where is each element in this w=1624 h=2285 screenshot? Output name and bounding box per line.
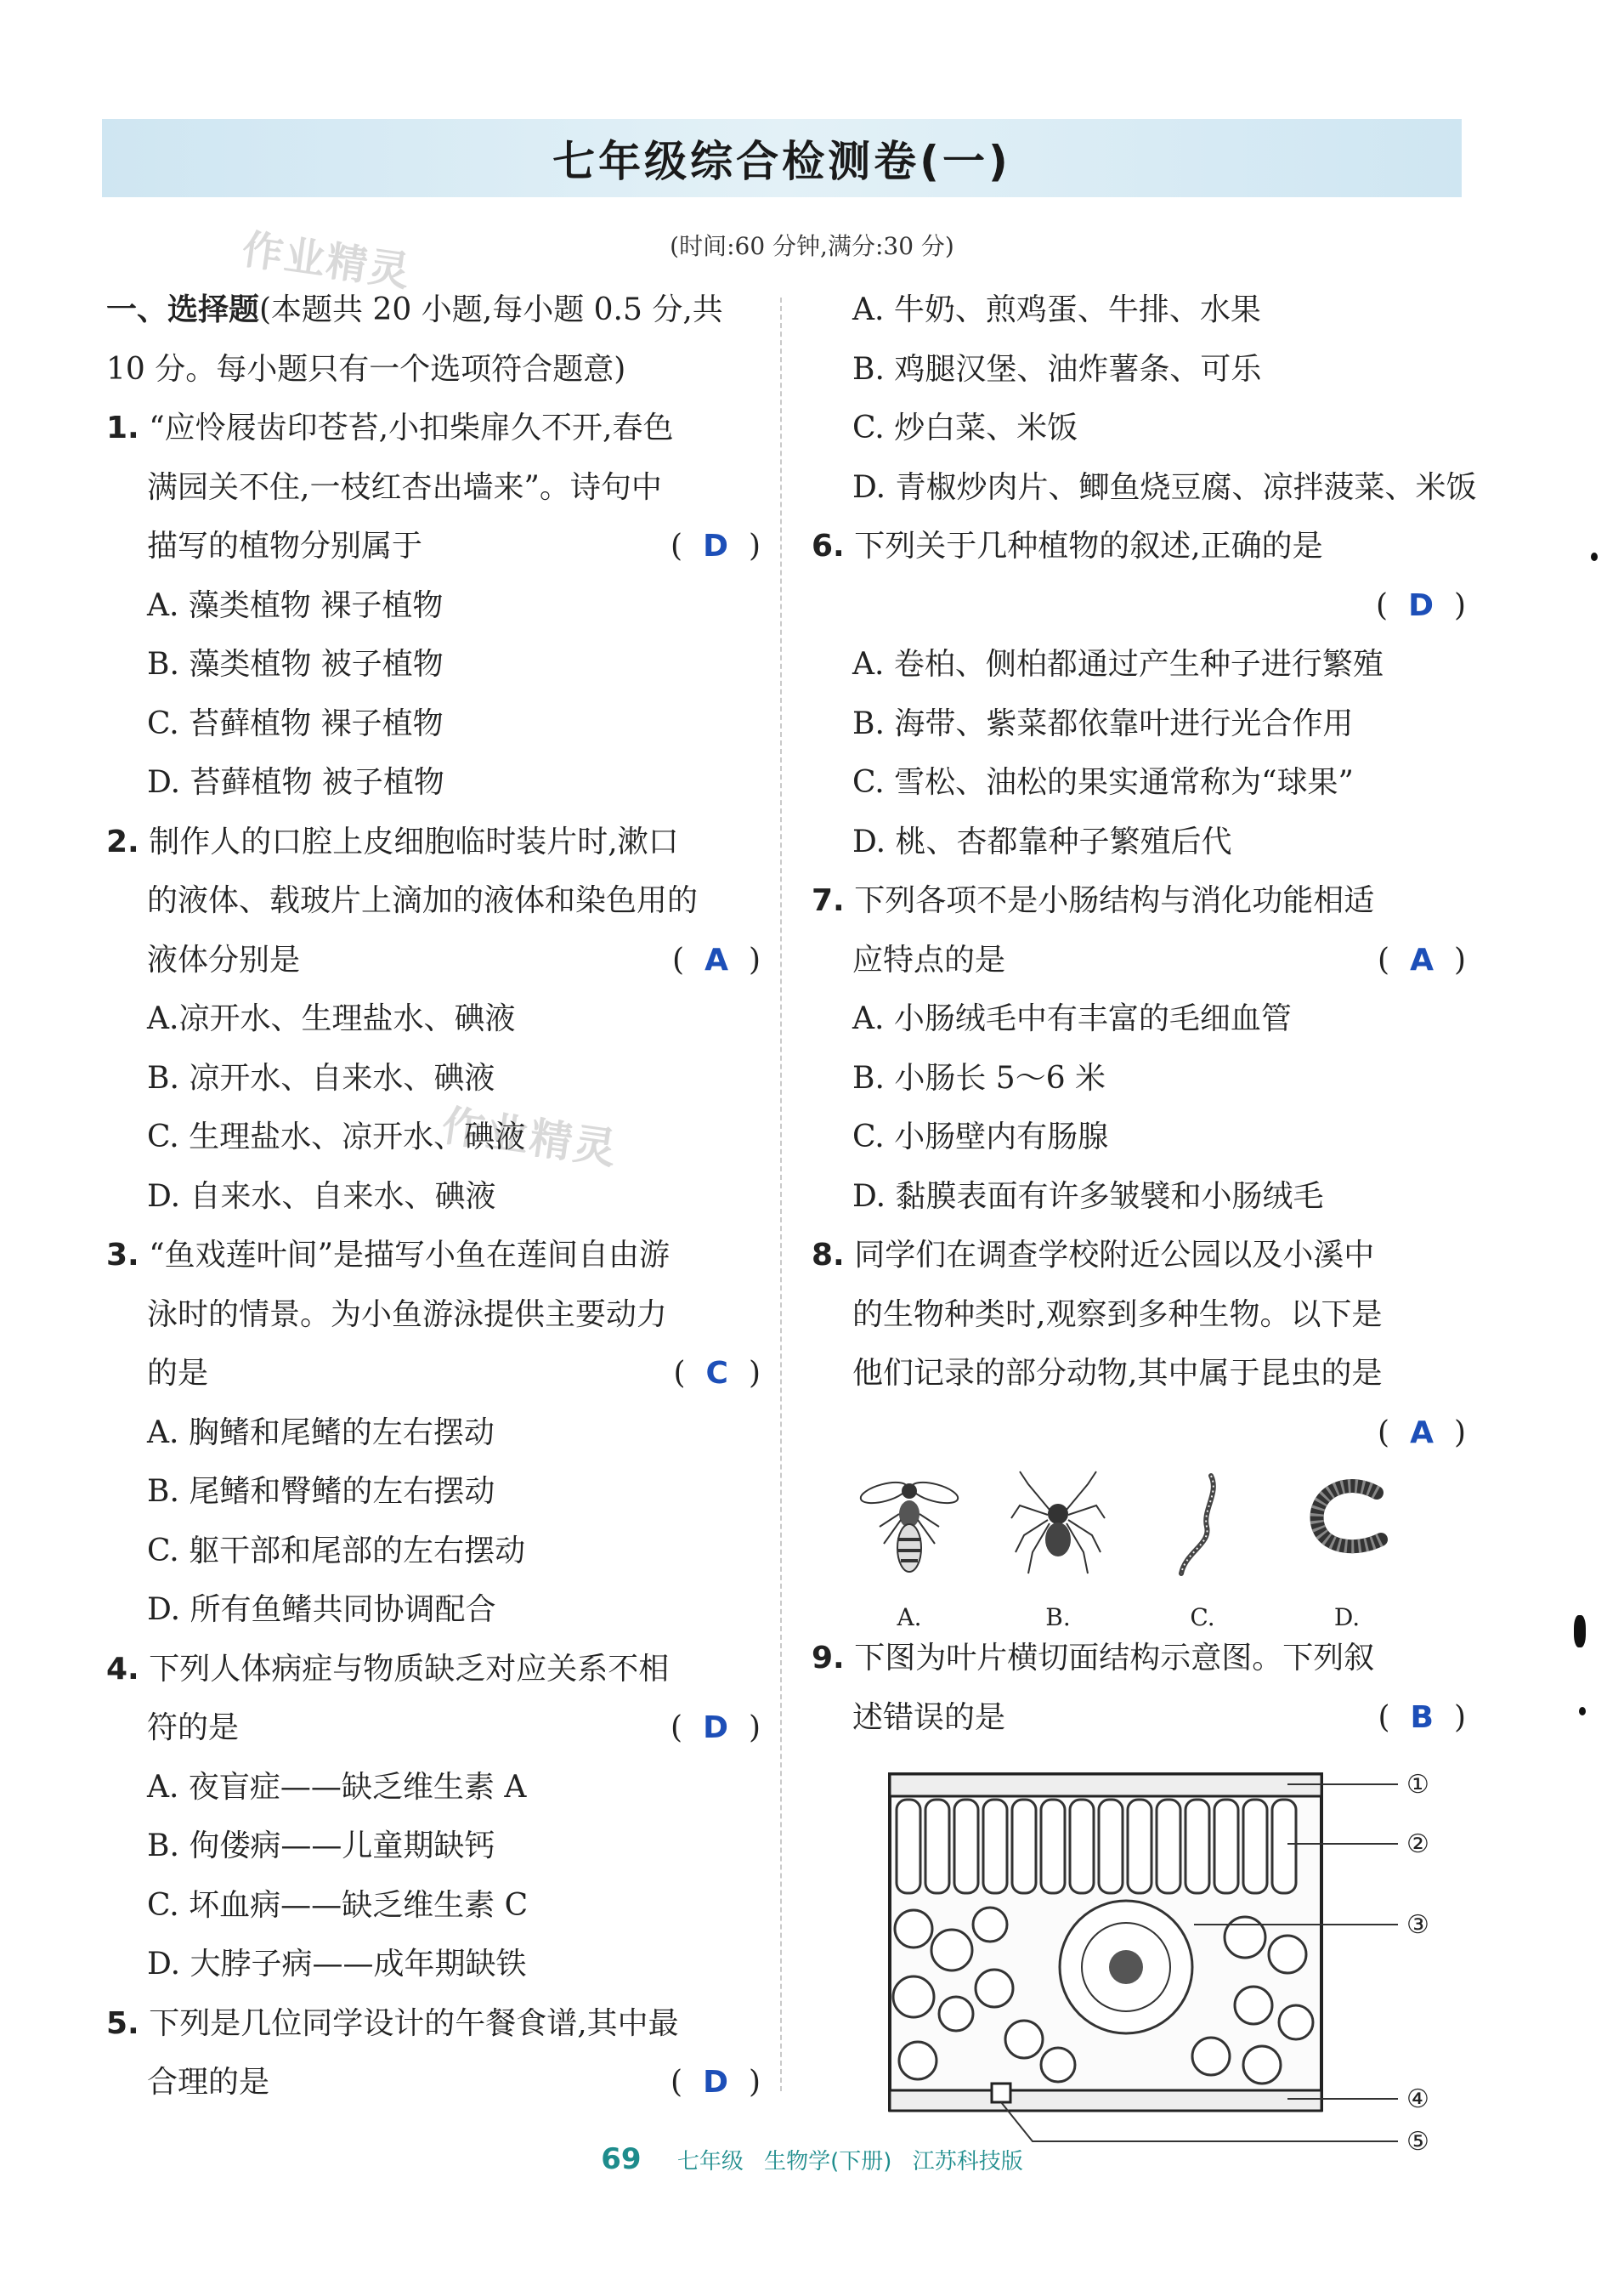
question-2 bbox=[106, 813, 761, 872]
figure-label: C. bbox=[1190, 1603, 1215, 1631]
label-5: ⑤ bbox=[1406, 2127, 1429, 2157]
option: A.凉开水、生理盐水、碘液 bbox=[147, 1001, 516, 1036]
question-text: 合理的是 bbox=[147, 2065, 270, 2100]
option: C. 坏血病——缺乏维生素 C bbox=[147, 1887, 529, 1923]
question-text: 下列各项不是小肠结构与消化功能相适 bbox=[854, 883, 1375, 918]
question-4 bbox=[106, 1640, 761, 1699]
leaf-cross-section-figure bbox=[812, 1759, 1466, 2158]
scan-mark bbox=[1591, 553, 1598, 561]
option: A. 牛奶、煎鸡蛋、牛排、水果 bbox=[852, 292, 1261, 327]
question-text: 下列是几位同学设计的午餐食谱,其中最 bbox=[149, 2005, 679, 2041]
question-9 bbox=[812, 1629, 1466, 1688]
question-number: 9. bbox=[812, 1641, 845, 1675]
question-text: 同学们在调查学校附近公园以及小溪中 bbox=[854, 1238, 1375, 1273]
option: B. 藻类植物 被子植物 bbox=[147, 647, 444, 682]
answer-letter: A bbox=[1410, 942, 1434, 978]
question-text-line bbox=[812, 931, 1466, 990]
question-text: 述错误的是 bbox=[852, 1699, 1006, 1735]
option: D. 所有鱼鳍共同协调配合 bbox=[147, 1592, 496, 1627]
figure-label: B. bbox=[1045, 1603, 1071, 1631]
option: A. 夜盲症——缺乏维生素 A bbox=[147, 1769, 527, 1805]
question-text: 符的是 bbox=[147, 1710, 240, 1745]
label-4: ④ bbox=[1406, 2084, 1429, 2114]
option: D. 苔藓植物 被子植物 bbox=[147, 765, 444, 800]
question-number: 1. bbox=[106, 411, 139, 445]
column-divider bbox=[780, 298, 782, 2091]
option: D. 桃、杏都靠种子繁殖后代 bbox=[852, 824, 1232, 859]
worm-illustration bbox=[1152, 1467, 1253, 1586]
answer-letter: B bbox=[1410, 1699, 1434, 1735]
question-text-line bbox=[106, 517, 761, 576]
label-1: ① bbox=[1406, 1770, 1429, 1800]
answer-box: ( C ) bbox=[673, 1356, 761, 1391]
answer-box: ( A ) bbox=[672, 942, 761, 978]
answer-letter: D bbox=[1408, 587, 1434, 623]
answer-letter: D bbox=[703, 2065, 728, 2100]
option: C. 苔藓植物 裸子植物 bbox=[147, 706, 444, 741]
label-2: ② bbox=[1406, 1829, 1429, 1859]
question-8 bbox=[812, 1226, 1466, 1285]
option: C. 躯干部和尾部的左右摆动 bbox=[147, 1533, 526, 1568]
question-text: 液体分别是 bbox=[147, 942, 301, 978]
answer-line bbox=[812, 1403, 1466, 1463]
answer-letter: C bbox=[705, 1356, 728, 1391]
question-text-line bbox=[106, 1698, 761, 1758]
left-column bbox=[106, 281, 761, 2112]
question-5 bbox=[106, 1994, 761, 2054]
section-heading bbox=[106, 281, 761, 340]
option: D. 青椒炒肉片、鲫鱼烧豆腐、凉拌菠菜、米饭 bbox=[852, 469, 1477, 505]
question-text: 描写的植物分别属于 bbox=[147, 529, 423, 564]
figure-label: A. bbox=[897, 1603, 922, 1631]
watermark: 作业精灵 bbox=[439, 1100, 621, 1175]
question-text: “应怜屐齿印苍苔,小扣柴扉久不开,春色 bbox=[149, 411, 674, 445]
option: C. 小肠壁内有肠腺 bbox=[852, 1120, 1109, 1154]
answer-letter: A bbox=[1410, 1415, 1434, 1450]
answer-box: ( A ) bbox=[1378, 1415, 1466, 1450]
animals-figure bbox=[812, 1467, 1466, 1629]
option: A. 卷柏、侧柏都通过产生种子进行繁殖 bbox=[852, 647, 1384, 682]
bee-illustration bbox=[858, 1467, 960, 1586]
question-number: 7. bbox=[812, 883, 845, 918]
question-7 bbox=[812, 871, 1466, 931]
question-text: 应特点的是 bbox=[852, 942, 1006, 978]
option: B. 鸡腿汉堡、油炸薯条、可乐 bbox=[852, 351, 1262, 387]
answer-box: ( D ) bbox=[671, 529, 761, 564]
option: D. 大脖子病——成年期缺铁 bbox=[147, 1947, 527, 1982]
question-text: 下图为叶片横切面结构示意图。下列叙 bbox=[854, 1641, 1375, 1675]
title-banner bbox=[102, 119, 1462, 197]
question-number: 4. bbox=[106, 1651, 139, 1687]
question-number: 3. bbox=[106, 1238, 139, 1273]
question-text-line bbox=[812, 1688, 1466, 1748]
label-3: ③ bbox=[1406, 1910, 1429, 1940]
option: C. 雪松、油松的果实通常称为“球果” bbox=[852, 765, 1354, 800]
question-text: “鱼戏莲叶间”是描写小鱼在莲间自由游 bbox=[149, 1238, 670, 1273]
leaf-diagram bbox=[812, 1759, 1466, 2158]
answer-box: ( A ) bbox=[1378, 942, 1466, 978]
scan-mark bbox=[1579, 1707, 1586, 1715]
question-text: 制作人的口腔上皮细胞临时装片时,漱口 bbox=[149, 824, 679, 859]
option: B. 佝偻病——儿童期缺钙 bbox=[147, 1829, 495, 1863]
option: B. 尾鳍和臀鳍的左右摆动 bbox=[147, 1474, 495, 1509]
question-text: 满园关不住,一枝红杏出墙来”。诗句中 bbox=[147, 469, 662, 505]
question-number: 8. bbox=[812, 1238, 845, 1273]
spider-illustration bbox=[1007, 1467, 1109, 1586]
question-text: 他们记录的部分动物,其中属于昆虫的是 bbox=[852, 1356, 1383, 1391]
question-text: 的生物种类时,观察到多种生物。以下是 bbox=[852, 1296, 1383, 1332]
option: A. 胸鳍和尾鳍的左右摆动 bbox=[147, 1415, 495, 1450]
footer-edition: 江苏科技版 bbox=[912, 2149, 1023, 2174]
answer-letter: D bbox=[703, 529, 728, 564]
watermark: 作业精灵 bbox=[239, 225, 415, 297]
question-number: 2. bbox=[106, 824, 139, 859]
section-desc: (本题共 20 小题,每小题 0.5 分,共 bbox=[259, 292, 723, 327]
option: A. 小肠绒毛中有丰富的毛细血管 bbox=[852, 1001, 1292, 1036]
section-desc-line: 10 分。每小题只有一个选项符合题意) bbox=[106, 351, 626, 387]
question-number: 5. bbox=[106, 2005, 139, 2041]
option: B. 海带、紫菜都依靠叶进行光合作用 bbox=[852, 706, 1354, 741]
footer-subject: 生物学(下册) bbox=[764, 2149, 892, 2174]
millipede-illustration bbox=[1296, 1467, 1398, 1586]
answer-box: ( B ) bbox=[1378, 1699, 1466, 1735]
answer-letter: D bbox=[703, 1710, 728, 1745]
page-footer bbox=[0, 2142, 1624, 2176]
question-text-line bbox=[106, 2053, 761, 2112]
page-number: 69 bbox=[601, 2142, 642, 2176]
question-text: 下列人体病症与物质缺乏对应关系不相 bbox=[149, 1651, 670, 1687]
footer-grade: 七年级 bbox=[676, 2149, 744, 2174]
answer-box: ( D ) bbox=[671, 1710, 761, 1745]
question-3 bbox=[106, 1226, 761, 1285]
exam-info: (时间:60 分钟,满分:30 分) bbox=[670, 232, 954, 260]
question-text: 的是 bbox=[147, 1356, 209, 1391]
question-text-line bbox=[106, 931, 761, 990]
answer-line bbox=[812, 576, 1466, 636]
option: B. 小肠长 5～6 米 bbox=[852, 1060, 1106, 1096]
option: A. 藻类植物 裸子植物 bbox=[147, 587, 444, 623]
question-text: 泳时的情景。为小鱼游泳提供主要动力 bbox=[147, 1296, 668, 1332]
question-number: 6. bbox=[812, 529, 845, 564]
question-text: 下列关于几种植物的叙述,正确的是 bbox=[854, 529, 1323, 564]
option: B. 凉开水、自来水、碘液 bbox=[147, 1060, 495, 1096]
option: C. 生理盐水、凉开水、碘液 bbox=[147, 1120, 526, 1154]
option: D. 自来水、自来水、碘液 bbox=[147, 1178, 496, 1214]
scan-mark bbox=[1574, 1615, 1586, 1647]
right-column bbox=[812, 281, 1477, 2158]
figure-label: D. bbox=[1333, 1603, 1361, 1631]
section-title: 一、选择题 bbox=[106, 292, 260, 327]
page-title: 七年级综合检测卷(一) bbox=[552, 137, 1011, 186]
option: D. 黏膜表面有许多皱襞和小肠绒毛 bbox=[852, 1178, 1324, 1214]
question-1 bbox=[106, 399, 761, 458]
question-text-line bbox=[106, 1344, 761, 1403]
answer-letter: A bbox=[704, 942, 728, 978]
answer-box: ( D ) bbox=[1376, 587, 1466, 623]
question-6 bbox=[812, 517, 1466, 576]
question-text: 的液体、载玻片上滴加的液体和染色用的 bbox=[147, 883, 699, 918]
answer-box: ( D ) bbox=[671, 2065, 761, 2100]
option: C. 炒白菜、米饭 bbox=[852, 411, 1078, 445]
